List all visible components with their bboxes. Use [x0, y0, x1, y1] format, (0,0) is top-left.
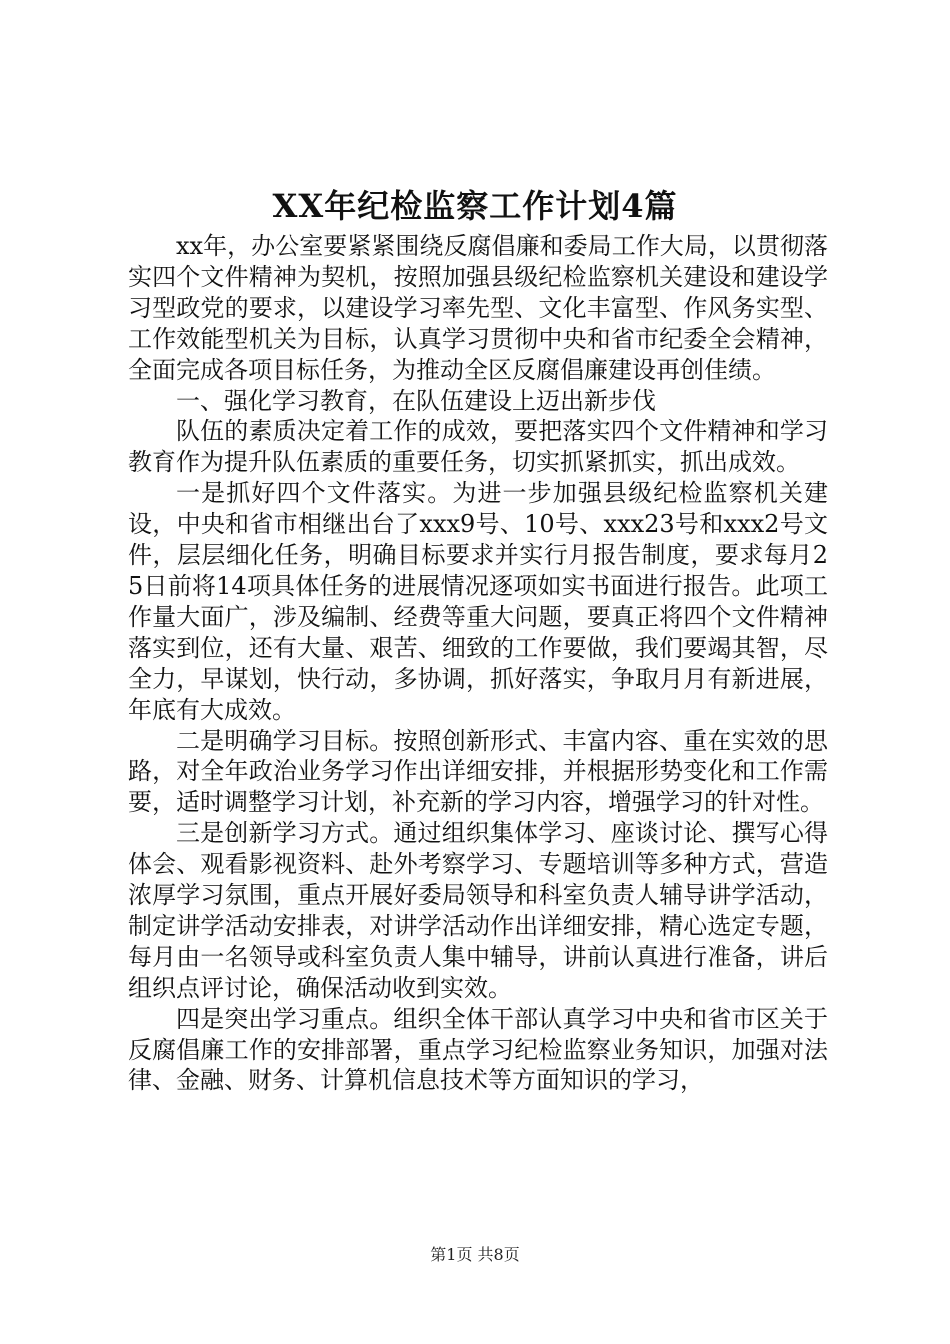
- paragraph-team-quality: 队伍的素质决定着工作的成效，要把落实四个文件精神和学习教育作为提升队伍素质的重要任务，切实抓紧抓实，抓出成效。: [128, 417, 828, 477]
- document-title: XX年纪检监察工作计划4篇: [272, 187, 678, 225]
- paragraph-point-one: 一是抓好四个文件落实。为进一步加强县级纪检监察机关建设，中央和省市相继出台了xxx9号、10号、xxx23号和xxx2号文件，层层细化任务，明确目标要求并实行月报告制度，要求每月25日前将14项具体任务的进展情况逐项如实书面进行报告。此项工作量大面广，涉及编制、经费等重大问题，要真正将四个文件精神落实到位，还有大量、艰苦、细致的工作要做，我们要竭其智，尽全力，早谋划，快行动，多协调，抓好落实，争取月月有新进展，年底有大成效。: [128, 479, 828, 724]
- section-heading: 一、强化学习教育，在队伍建设上迈出新步伐: [176, 386, 656, 415]
- page-footer: 第1页 共8页: [430, 1245, 520, 1264]
- paragraph-intro: xx年，办公室要紧紧围绕反腐倡廉和委局工作大局，以贯彻落实四个文件精神为契机，按照加强县级纪检监察机关建设和建设学习型政党的要求，以建设学习率先型、文化丰富型、作风务实型、工作效能型机关为目标，认真学习贯彻中央和省市纪委全会精神，全面完成各项目标任务，为推动全区反腐倡廉建设再创佳绩。: [128, 232, 828, 384]
- document-body: [128, 231, 828, 1096]
- paragraph-point-four: 四是突出学习重点。组织全体干部认真学习中央和省市区关于反腐倡廉工作的安排部署，重点学习纪检监察业务知识，加强对法律、金融、财务、计算机信息技术等方面知识的学习，: [128, 1004, 828, 1095]
- paragraph-point-two: 二是明确学习目标。按照创新形式、丰富内容、重在实效的思路，对全年政治业务学习作出详细安排，并根据形势变化和工作需要，适时调整学习计划，补充新的学习内容，增强学习的针对性。: [128, 726, 828, 817]
- paragraph-point-three: 三是创新学习方式。通过组织集体学习、座谈讨论、撰写心得体会、观看影视资料、赴外考察学习、专题培训等多种方式，营造浓厚学习氛围，重点开展好委局领导和科室负责人辅导讲学活动，制定讲学活动安排表，对讲学活动作出详细安排，精心选定专题，每月由一名领导或科室负责人集中辅导，讲前认真进行准备，讲后组织点评讨论，确保活动收到实效。: [128, 819, 828, 1002]
